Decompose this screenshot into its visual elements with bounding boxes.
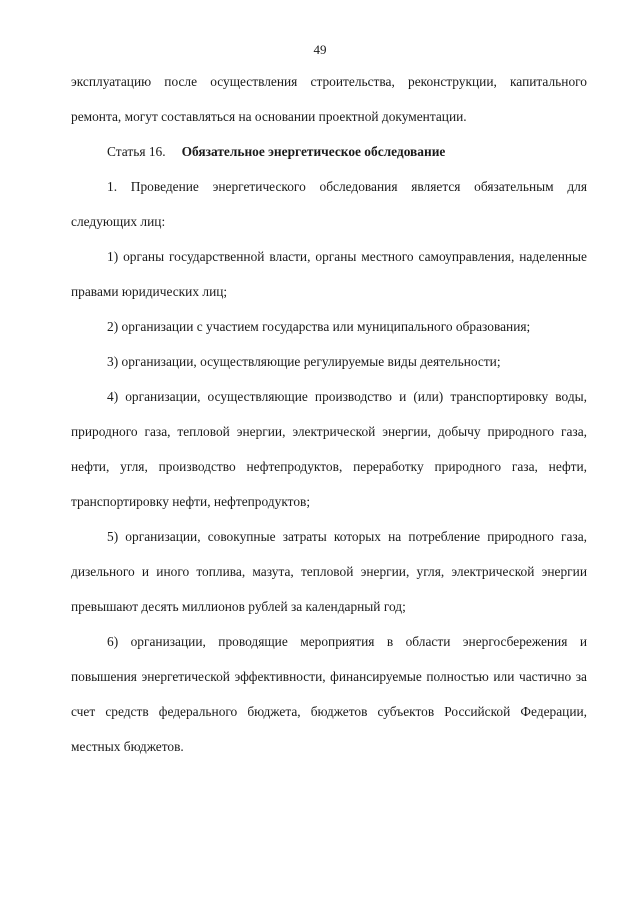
article-title: Обязательное энергетическое обследование (181, 144, 446, 159)
list-item: 4) организации, осуществляющие производство и (или) транспортировку воды, природного газа, тепловой энергии, электрической энергии, добычу природного газа, нефти, угля, производство нефтепродуктов, переработку природного газа, нефти, транспортировку нефти, нефтепродуктов; (71, 389, 587, 509)
article-label: Статья 16. (107, 144, 166, 159)
list-item: 1) органы государственной власти, органы местного самоуправления, наделенные правами юридических лиц; (71, 249, 587, 299)
intro-paragraph: эксплуатацию после осуществления строительства, реконструкции, капитального ремонта, могут составляться на основании проектной документации. (71, 74, 587, 124)
clause-1: 1. Проведение энергетического обследования является обязательным для следующих лиц: (71, 179, 587, 229)
page-number: 49 (313, 42, 327, 57)
list-item: 5) организации, совокупные затраты которых на потребление природного газа, дизельного и иного топлива, мазута, тепловой энергии, угля, электрической энергии превышают десять миллионов рублей за календарный год; (71, 529, 587, 614)
list-item: 2) организации с участием государства или муниципального образования; (107, 319, 531, 334)
list-item: 6) организации, проводящие мероприятия в области энергосбережения и повышения энергетической эффективности, финансируемые полностью или частично за счет средств федерального бюджета, бюджетов субъектов Российской Федерации, местных бюджетов. (71, 634, 587, 754)
article-heading (71, 134, 587, 169)
list-item: 3) организации, осуществляющие регулируемые виды деятельности; (107, 354, 501, 369)
document-body (71, 64, 587, 764)
